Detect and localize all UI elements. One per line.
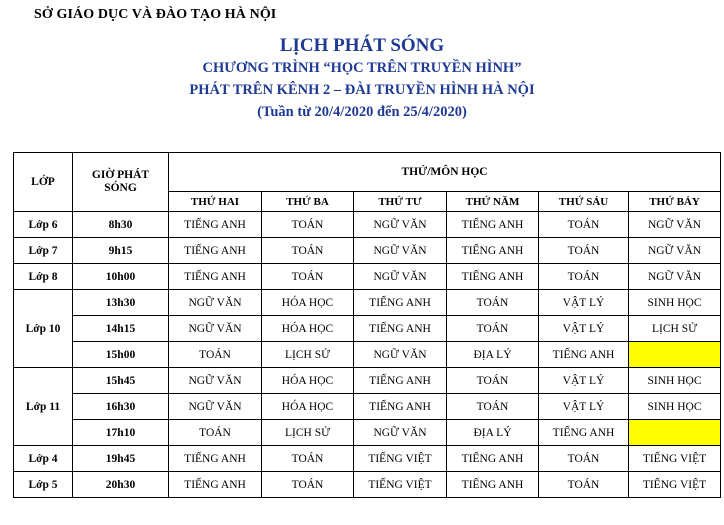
program-subtitle: CHƯƠNG TRÌNH “HỌC TRÊN TRUYỀN HÌNH” [202,60,522,76]
subject-cell: TIẾNG VIỆT [354,472,447,498]
subject-cell: TOÁN [262,472,354,498]
subject-cell: TIẾNG ANH [539,420,629,446]
class-cell: Lớp 4 [14,446,73,472]
subject-cell: TIẾNG ANH [354,394,447,420]
table-row [14,264,721,290]
document-title: LỊCH PHÁT SÓNG [279,35,445,56]
subject-cell: SINH HỌC [629,290,721,316]
subject-cell: TIẾNG ANH [539,342,629,368]
table-row [14,212,721,238]
subject-cell: NGỮ VĂN [354,212,447,238]
subject-cell: TIẾNG ANH [354,316,447,342]
header-day: THỨ BẢY [629,192,721,212]
air-time-cell: 13h30 [73,290,169,316]
subject-cell: TIẾNG VIỆT [629,446,721,472]
subject-cell: TIẾNG ANH [447,212,539,238]
subject-cell: ĐỊA LÝ [447,420,539,446]
air-time-cell: 16h30 [73,394,169,420]
subject-cell: HÓA HỌC [262,316,354,342]
subject-cell: TOÁN [539,212,629,238]
air-time-cell: 15h45 [73,368,169,394]
subject-cell: SINH HỌC [629,394,721,420]
subject-cell: TIẾNG ANH [169,446,262,472]
subject-cell: NGỮ VĂN [169,316,262,342]
broadcast-schedule-table [13,152,721,498]
air-time-cell: 14h15 [73,316,169,342]
subject-cell: NGỮ VĂN [354,238,447,264]
subject-cell: TIẾNG ANH [447,238,539,264]
air-time-cell: 10h00 [73,264,169,290]
subject-cell: HÓA HỌC [262,368,354,394]
table-row [14,394,721,420]
table-row [14,472,721,498]
subject-cell: TOÁN [262,446,354,472]
air-time-cell: 15h00 [73,342,169,368]
table-row [14,446,721,472]
channel-subtitle: PHÁT TRÊN KÊNH 2 – ĐÀI TRUYỀN HÌNH HÀ NỘI [189,82,535,98]
subject-cell: NGỮ VĂN [354,342,447,368]
class-cell: Lớp 8 [14,264,73,290]
class-cell: Lớp 5 [14,472,73,498]
subject-cell: NGỮ VĂN [354,420,447,446]
air-time-cell: 19h45 [73,446,169,472]
table-row [14,316,721,342]
subject-cell: TOÁN [262,238,354,264]
subject-cell: TOÁN [539,472,629,498]
subject-cell: NGỮ VĂN [169,394,262,420]
table-row [14,238,721,264]
subject-cell: TIẾNG ANH [447,264,539,290]
subject-cell: LỊCH SỬ [262,342,354,368]
organization-name: SỞ GIÁO DỤC VÀ ĐÀO TẠO HÀ NỘI [34,7,277,22]
subject-cell: TIẾNG ANH [169,472,262,498]
header-day-subject: THỨ/MÔN HỌC [169,153,721,192]
subject-cell: TOÁN [262,212,354,238]
subject-cell: ĐỊA LÝ [447,342,539,368]
subject-cell: LỊCH SỬ [262,420,354,446]
table-row [14,290,721,316]
subject-cell: HÓA HỌC [262,290,354,316]
subject-cell: NGỮ VĂN [629,238,721,264]
subject-cell: TOÁN [169,342,262,368]
subject-cell: TOÁN [539,264,629,290]
subject-cell: HÓA HỌC [262,394,354,420]
header-day: THỨ HAI [169,192,262,212]
subject-cell: TOÁN [447,290,539,316]
empty-highlight-cell [629,420,721,446]
empty-highlight-cell [629,342,721,368]
header-day: THỨ SÁU [539,192,629,212]
subject-cell: NGỮ VĂN [629,212,721,238]
header-day: THỨ BA [262,192,354,212]
subject-cell: TIẾNG VIỆT [629,472,721,498]
schedule-body [14,212,721,498]
header-class: LỚP [14,153,73,212]
subject-cell: TIẾNG ANH [354,368,447,394]
class-cell: Lớp 10 [14,290,73,368]
class-cell: Lớp 11 [14,368,73,446]
class-cell: Lớp 6 [14,212,73,238]
subject-cell: NGỮ VĂN [169,368,262,394]
subject-cell: TOÁN [169,420,262,446]
air-time-cell: 8h30 [73,212,169,238]
subject-cell: SINH HỌC [629,368,721,394]
subject-cell: VẬT LÝ [539,316,629,342]
subject-cell: TIẾNG ANH [169,264,262,290]
subject-cell: TIẾNG ANH [169,212,262,238]
class-cell: Lớp 7 [14,238,73,264]
subject-cell: LỊCH SỬ [629,316,721,342]
subject-cell: TOÁN [447,394,539,420]
week-range: (Tuần từ 20/4/2020 đến 25/4/2020) [257,104,467,120]
subject-cell: TIẾNG ANH [447,446,539,472]
air-time-cell: 17h10 [73,420,169,446]
subject-cell: VẬT LÝ [539,394,629,420]
header-air-time: GIỜ PHÁT SÓNG [73,153,169,212]
subject-cell: VẬT LÝ [539,290,629,316]
subject-cell: NGỮ VĂN [169,290,262,316]
subject-cell: TOÁN [262,264,354,290]
subject-cell: NGỮ VĂN [354,264,447,290]
subject-cell: TIẾNG ANH [169,238,262,264]
table-row [14,420,721,446]
subject-cell: TIẾNG ANH [354,290,447,316]
header-day: THỨ TƯ [354,192,447,212]
header-day: THỨ NĂM [447,192,539,212]
subject-cell: TIẾNG VIỆT [354,446,447,472]
subject-cell: VẬT LÝ [539,368,629,394]
subject-cell: TIẾNG ANH [447,472,539,498]
subject-cell: TOÁN [447,368,539,394]
table-row [14,368,721,394]
air-time-cell: 20h30 [73,472,169,498]
subject-cell: TOÁN [447,316,539,342]
air-time-cell: 9h15 [73,238,169,264]
subject-cell: TOÁN [539,446,629,472]
subject-cell: NGỮ VĂN [629,264,721,290]
table-row [14,342,721,368]
subject-cell: TOÁN [539,238,629,264]
